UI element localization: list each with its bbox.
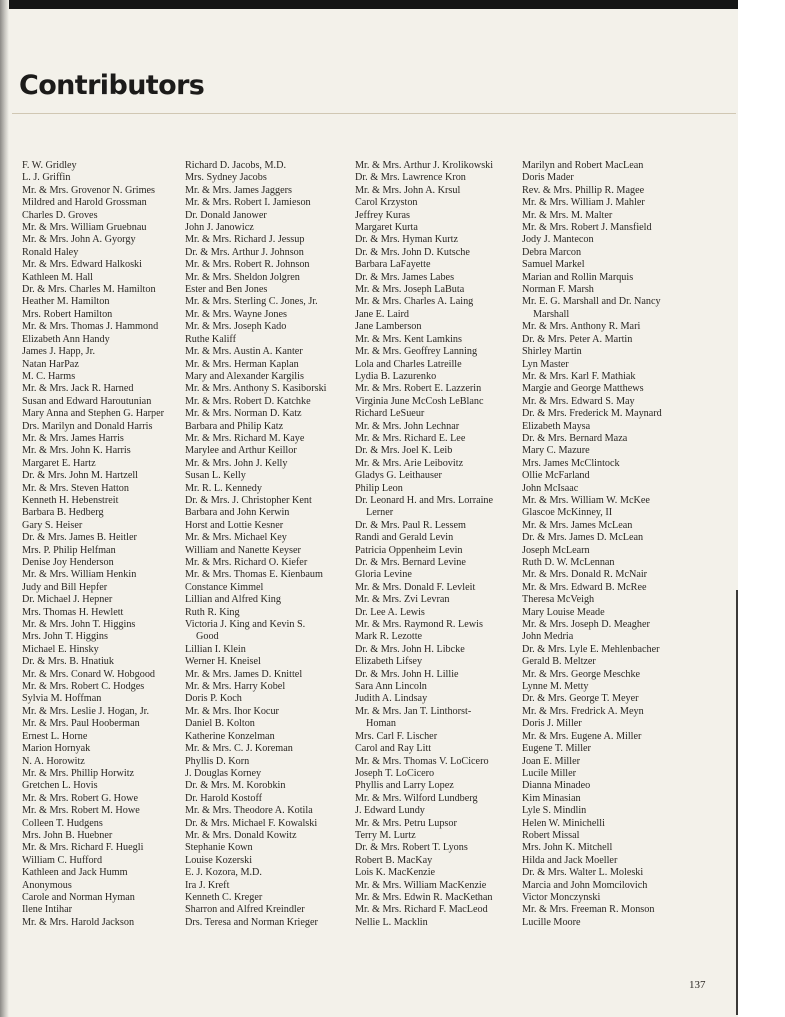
contributor-entry: Mr. & Mrs. Donald R. McNair [522,569,648,581]
contributor-entry: Gerald B. Meltzer [522,656,596,668]
contributor-entry: Mrs. Thomas H. Hewlett [22,606,124,618]
contributor-entry: Mr. & Mrs. John A. Gyorgy [22,234,136,246]
contributor-entry: William C. Hufford [22,854,103,866]
contributor-entry: Drs. Teresa and Norman Krieger [185,916,318,928]
contributor-entry: Doris J. Miller [522,718,582,730]
contributor-entry: Louise Kozerski [185,854,253,866]
contributor-entry: Mr. & Mrs. Conard W. Hobgood [22,668,156,680]
contributor-entry: J. Edward Lundy [355,805,425,817]
contributor-entry: Mr. & Mrs. Robert M. Howe [22,805,140,817]
contributor-entry: Mr. & Mrs. Kent Lamkins [355,333,462,345]
contributor-entry: Mr. & Mrs. Wilford Lundberg [355,792,478,804]
contributor-entry: Carole and Norman Hyman [22,891,135,903]
contributor-entry: Robert Missal [522,829,580,841]
contributor-entry: Anonymous [22,879,72,891]
contributor-entry: Mr. & Mrs. Richard J. Jessup [185,234,305,246]
contributor-entry: Dr. Lee A. Lewis [355,606,425,618]
contributor-entry: Mr. & Mrs. M. Malter [522,209,613,221]
contributor-entry: Dr. & Mrs. Bernard Maza [522,432,628,444]
contributor-entry: Jane E. Laird [355,308,410,320]
contributor-entry: Marian and Rollin Marquis [522,271,634,283]
contributor-entry: Mr. & Mrs. Thomas V. LoCicero [355,755,489,767]
contributor-entry: Debra Marcon [522,246,582,258]
contributor-entry: Lydia B. Lazurenko [355,370,437,382]
contributor-entry: Marylee and Arthur Keillor [185,445,297,457]
contributor-entry: Dr. Donald Janower [185,209,267,221]
contributor-entry: Mary and Alexander Kargilis [185,370,304,382]
contributor-entry: Mrs. John T. Higgins [22,631,108,643]
contributor-entry: Mrs. Sydney Jacobs [185,172,267,184]
contributor-entry: Mr. & Mrs. Ihor Kocur [185,705,279,717]
contributor-entry: Mr. & Mrs. Norman D. Katz [185,408,302,420]
contributors-column-1 [22,160,164,929]
contributor-entry: Mark R. Lezotte [355,631,423,643]
contributor-entry: Margaret E. Hartz [22,457,96,469]
contributor-entry: Mr. & Mrs. Robert D. Katchke [185,395,311,407]
contributor-entry: Jeffrey Kuras [355,209,410,221]
contributor-entry: Lucille Moore [522,916,581,928]
top-edge-bar [0,0,738,9]
contributor-entry: John J. Janowicz [185,222,254,234]
contributor-entry: Patricia Oppenheim Levin [355,544,463,556]
contributor-entry: Lillian and Alfred King [185,594,281,606]
contributor-entry: Charles D. Groves [22,209,98,221]
contributor-entry: Dr. Leonard H. and Mrs. Lorraine [355,494,494,506]
contributor-entry: Mr. & Mrs. John T. Higgins [22,619,136,631]
contributor-entry: Ilene Intihar [22,904,73,916]
right-margin [738,0,785,1017]
contributor-entry: Mr. & Mrs. Arie Leibovitz [355,457,464,469]
contributor-entry: Victoria J. King and Kevin S. [185,619,306,631]
contributor-entry: Natan HarPaz [22,358,79,370]
contributor-entry: Theresa McVeigh [522,594,595,606]
contributor-entry: Judith A. Lindsay [355,693,428,705]
contributor-entry: Marcia and John Momcilovich [522,879,648,891]
contributor-entry: Barbara and John Kerwin [185,507,290,519]
contributor-entry: Mr. & Mrs. Richard F. MacLeod [355,904,488,916]
contributor-entry: Philip Leon [355,482,403,494]
contributor-entry: Mary Anna and Stephen G. Harper [22,408,165,420]
contributor-entry: Constance Kimmel [185,581,264,593]
contributor-entry: Sharron and Alfred Kreindler [185,904,305,916]
contributor-entry: Dr. & Mrs. Lyle E. Mehlenbacher [522,643,660,655]
contributor-entry: Marion Hornyak [22,743,91,755]
contributor-entry: Lerner [366,507,394,519]
contributor-entry: Elizabeth Lifsey [355,656,423,668]
contributor-entry: Ruth R. King [185,606,240,618]
contributor-entry: Sylvia M. Hoffman [22,693,102,705]
contributor-entry: Dr. & Mrs. Walter L. Moleski [522,867,644,879]
contributor-entry: Judy and Bill Hepfer [22,581,108,593]
contributor-entry: Ruth D. W. McLennan [522,557,615,568]
contributor-entry: Horst and Lottie Kesner [185,519,284,531]
contributor-entry: Mr. & Mrs. Grovenor N. Grimes [22,184,155,196]
contributor-entry: Katherine Konzelman [185,730,275,742]
contributor-entry: Dr. & Mrs. James Labes [355,271,455,283]
contributor-entry: John Medria [522,631,574,643]
contributor-entry: Ester and Ben Jones [185,284,268,296]
contributor-entry: J. Douglas Korney [185,767,262,779]
contributor-entry: Mrs. James McClintock [522,457,620,469]
contributor-entry: Mr. & Mrs. Austin A. Kanter [185,346,303,358]
contributor-entry: Mr. & Mrs. Joseph Kado [185,321,287,333]
contributor-entry: Doris P. Koch [185,693,242,705]
contributor-entry: Mr. & Mrs. Richard F. Huegli [22,842,144,854]
contributor-entry: Mrs. Carl F. Lischer [355,730,438,742]
contributor-entry: Terry M. Lurtz [355,829,416,841]
contributor-entry: Mr. & Mrs. Edward B. McRee [522,581,647,593]
contributor-entry: Glascoe McKinney, II [522,507,613,519]
contributor-entry: Ollie McFarland [522,470,590,482]
contributor-entry: Mr. & Mrs. Freeman R. Monson [522,904,655,916]
contributor-entry: Jane Lamberson [355,321,422,333]
contributor-entry: Helen W. Minichelli [522,817,605,829]
contributor-entry: Mr. & Mrs. Leslie J. Hogan, Jr. [22,705,150,717]
contributor-entry: Michael E. Hinsky [22,643,99,655]
contributor-entry: Marshall [533,308,570,320]
contributor-entry: Mr. E. G. Marshall and Dr. Nancy [522,296,661,308]
contributor-entry: Mr. & Mrs. Richard E. Lee [355,432,466,444]
title-rule [12,113,736,114]
contributor-entry: Dr. & Mrs. J. Christopher Kent [185,494,312,506]
contributor-entry: Elizabeth Ann Handy [22,333,110,345]
contributor-entry: Dr. & Mrs. George T. Meyer [522,693,639,705]
contributor-entry: Mr. & Mrs. Robert E. Lazzerin [355,383,482,395]
contributor-entry: Gretchen L. Hovis [22,780,98,792]
right-edge-line [736,590,738,1015]
contributor-entry: Werner H. Kneisel [185,656,261,668]
contributor-entry: Dr. & Mrs. Frederick M. Maynard [522,408,662,420]
contributor-entry: Mr. & Mrs. James Jaggers [185,184,292,196]
contributor-entry: Mr. & Mrs. Geoffrey Lanning [355,346,478,358]
contributor-entry: Mr. & Mrs. Fredrick A. Meyn [522,705,644,717]
contributor-entry: Mr. & Mrs. James D. Knittel [185,668,303,680]
contributor-entry: Mr. & Mrs. Thomas J. Hammond [22,321,159,333]
contributor-entry: Margaret Kurta [355,222,418,234]
contributor-entry: Stephanie Kown [185,842,253,854]
contributor-entry: Mr. & Mrs. C. J. Koreman [185,743,293,755]
contributor-entry: Mr. & Mrs. Herman Kaplan [185,358,299,370]
contributor-entry: Mr. & Mrs. Jan T. Linthorst- [355,705,472,717]
contributor-entry: Mr. & Mrs. Zvi Levran [355,594,450,606]
contributor-entry: Kenneth C. Kreger [185,891,263,903]
contributor-entry: Mr. & Mrs. Jack R. Harned [22,383,134,395]
contributor-entry: Good [196,631,219,643]
contributor-entry: Carol Krzyston [355,197,418,209]
contributor-entry: Mr. & Mrs. Joseph LaButa [355,284,465,296]
contributor-entry: Doris Mader [522,172,574,184]
contributor-entry: Mr. & Mrs. James Harris [22,432,124,444]
contributor-entry: Mr. & Mrs. Phillip Horwitz [22,767,135,779]
contributor-entry: Mary Louise Meade [522,606,605,618]
contributor-entry: Lola and Charles Latreille [355,358,462,370]
contributor-entry: Mr. R. L. Kennedy [185,482,262,494]
contributor-entry: Dr. & Mrs. James D. McLean [522,532,644,544]
contributor-entry: Daniel B. Kolton [185,718,255,730]
contributor-entry: Mr. & Mrs. John Lechnar [355,420,460,432]
contributor-entry: Phyllis D. Korn [185,755,250,767]
contributor-entry: Mr. & Mrs. Paul Hooberman [22,718,140,730]
contributor-entry: Randi and Gerald Levin [355,532,454,544]
contributor-entry: Joseph McLearn [522,544,590,556]
contributor-entry: Mr. & Mrs. William Gruebnau [22,222,147,234]
contributor-entry: Mr. & Mrs. Thomas E. Kienbaum [185,569,323,581]
contributor-entry: Mrs. P. Philip Helfman [22,544,116,556]
contributor-entry: Mrs. John K. Mitchell [522,842,613,854]
contributor-entry: Lillian I. Klein [185,643,246,655]
contributor-entry: Kathleen and Jack Humm [22,867,128,879]
contributor-entry: Ira J. Kreft [185,879,230,891]
contributor-entry: Dr. & Mrs. M. Korobkin [185,780,286,792]
contributor-entry: Gary S. Heiser [22,519,83,531]
contributor-entry: Dr. & Mrs. Arthur J. Johnson [185,246,304,258]
contributor-entry: Marilyn and Robert MacLean [522,160,644,171]
contributor-entry: Mr. & Mrs. George Meschke [522,668,641,680]
contributor-entry: Mr. & Mrs. Edwin R. MacKethan [355,891,493,903]
contributor-entry: Mr. & Mrs. Raymond R. Lewis [355,619,483,631]
contributor-entry: Joan E. Miller [522,755,581,767]
page-title: Contributors [19,70,205,101]
contributor-entry: Mr. & Mrs. Steven Hatton [22,482,129,494]
contributor-entry: Mr. & Mrs. John K. Harris [22,445,131,457]
contributor-entry: Mr. & Mrs. Robert C. Hodges [22,681,145,693]
contributor-entry: Dr. & Mrs. Robert T. Lyons [355,842,468,854]
contributor-entry: Mr. & Mrs. William J. Mahler [522,197,645,209]
contributor-entry: Richard LeSueur [355,408,425,420]
contributor-entry: Dr. Harold Kostoff [185,792,263,804]
contributor-entry: Mr. & Mrs. Donald F. Levleit [355,581,476,593]
contributor-entry: Mr. & Mrs. Robert I. Jamieson [185,197,311,209]
contributor-entry: Mr. & Mrs. Sterling C. Jones, Jr. [185,296,318,308]
contributor-entry: Homan [366,718,396,730]
contributor-entry: Lyle S. Mindlin [522,805,587,817]
contributor-entry: Mr. & Mrs. Eugene A. Miller [522,730,642,742]
contributor-entry: Mr. & Mrs. Donald Kowitz [185,829,297,841]
page-binding-edge [0,0,9,1017]
contributor-entry: Dr. & Mrs. Joel K. Leib [355,445,453,457]
contributor-entry: Dr. & Mrs. John H. Libcke [355,643,465,655]
contributor-entry: Heather M. Hamilton [22,296,110,308]
contributor-entry: Mr. & Mrs. Sheldon Jolgren [185,271,300,283]
contributor-entry: Barbara and Philip Katz [185,420,284,432]
contributor-entry: Mr. & Mrs. Anthony S. Kasiborski [185,383,327,395]
contributor-entry: Mr. & Mrs. John A. Krsul [355,184,461,196]
contributor-entry: Mr. & Mrs. Harold Jackson [22,916,135,928]
contributor-entry: Barbara B. Hedberg [22,507,104,519]
contributor-entry: Mr. & Mrs. Richard O. Kiefer [185,557,308,568]
contributor-entry: Barbara LaFayette [355,259,431,271]
contributor-entry: Mr. & Mrs. James McLean [522,519,633,531]
contributor-entry: Dr. & Mrs. Paul R. Lessem [355,519,466,531]
contributor-entry: Dr. & Mrs. B. Hnatiuk [22,656,114,668]
contributor-entry: Ruthe Kaliff [185,333,237,345]
contributor-entry: Dr. & Mrs. Hyman Kurtz [355,234,458,246]
contributor-entry: M. C. Harms [22,370,76,382]
contributors-column-3 [355,160,493,929]
contributor-entry: Robert B. MacKay [355,854,433,866]
contributor-entry: Shirley Martin [522,346,582,358]
contributor-entry: Lyn Master [522,358,569,370]
contributor-entry: Mr. & Mrs. Harry Kobel [185,681,286,693]
contributor-entry: Dr. & Mrs. John M. Hartzell [22,470,139,482]
contributor-entry: F. W. Gridley [22,160,77,171]
contributor-entry: Mrs. John B. Huebner [22,829,113,841]
contributor-entry: Ronald Haley [22,246,79,258]
contributor-entry: Carol and Ray Litt [355,743,432,755]
contributor-entry: Mr. & Mrs. William MacKenzie [355,879,487,891]
contributor-entry: Eugene T. Miller [522,743,591,755]
contributors-column-2 [185,160,327,929]
contributor-entry: Lois K. MacKenzie [355,867,436,879]
contributor-entry: Mrs. Robert Hamilton [22,308,113,320]
contributor-entry: Kenneth H. Hebenstreit [22,494,119,506]
contributor-entry: Mr. & Mrs. William Henkin [22,569,137,581]
contributors-column-4 [522,160,662,929]
contributor-entry: Dr. & Mrs. Peter A. Martin [522,333,633,345]
contributor-entry: Victor Monczynski [522,891,601,903]
contributor-entry: Richard D. Jacobs, M.D. [185,160,287,171]
contributor-entry: Norman F. Marsh [522,284,594,296]
contributor-entry: Gladys G. Leithauser [355,470,442,482]
contributor-entry: Mr. & Mrs. Theodore A. Kotila [185,805,313,817]
contributor-entry: Kim Minasian [522,792,581,804]
contributor-entry: Dr. & Mrs. John D. Kutsche [355,246,470,258]
contributor-entry: John McIsaac [522,482,579,494]
contributor-entry: Mr. & Mrs. Anthony R. Mari [522,321,641,333]
contributor-entry: Dr. & Mrs. Lawrence Kron [355,172,466,184]
contributor-entry: Mr. & Mrs. Michael Key [185,532,287,544]
contributor-entry: Mr. & Mrs. Petru Lupsor [355,817,457,829]
contributor-entry: Mr. & Mrs. Charles A. Laing [355,296,474,308]
contributor-entry: Dr. & Mrs. John H. Lillie [355,668,459,680]
contributor-entry: Denise Joy Henderson [22,557,114,568]
contributor-entry: Elizabeth Maysa [522,420,591,432]
contributor-entry: Mr. & Mrs. Edward S. May [522,395,635,407]
contributor-entry: Colleen T. Hudgens [22,817,103,829]
contributor-entry: Mr. & Mrs. Richard M. Kaye [185,432,305,444]
contributor-entry: Phyllis and Larry Lopez [355,780,454,792]
contributor-entry: Margie and George Matthews [522,383,644,395]
contributor-entry: Dr. & Mrs. Michael F. Kowalski [185,817,318,829]
contributor-entry: Virginia June McCosh LeBlanc [355,395,484,407]
contributor-entry: Mr. & Mrs. Robert R. Johnson [185,259,310,271]
contributor-entry: Mr. & Mrs. Joseph D. Meagher [522,619,650,631]
contributor-entry: Mr. & Mrs. Wayne Jones [185,308,287,320]
contributor-entry: Mr. & Mrs. Robert J. Mansfield [522,222,652,234]
contributor-entry: E. J. Kozora, M.D. [185,867,262,879]
contributor-entry: Dr. & Mrs. Charles M. Hamilton [22,284,156,296]
contributor-entry: Gloria Levine [355,569,412,581]
contributor-entry: Joseph T. LoCicero [355,767,435,779]
contributor-entry: Samuel Markel [522,259,585,271]
contributor-entry: Drs. Marilyn and Donald Harris [22,420,153,432]
contributor-entry: Mr. & Mrs. Edward Halkoski [22,259,142,271]
contributor-entry: Susan L. Kelly [185,470,246,482]
contributor-entry: Susan and Edward Haroutunian [22,395,152,407]
contributor-entry: William and Nanette Keyser [185,544,301,556]
contributor-entry: Dianna Minadeo [522,780,591,792]
contributor-entry: James J. Happ, Jr. [22,346,96,358]
contributor-entry: Mr. & Mrs. Arthur J. Krolikowski [355,160,494,171]
contributor-entry: Lucile Miller [522,767,577,779]
contributor-entry: Ernest L. Horne [22,730,88,742]
contributor-entry: Rev. & Mrs. Phillip R. Magee [522,184,645,196]
contributor-entry: N. A. Horowitz [22,755,85,767]
contributor-entry: Mr. & Mrs. Karl F. Mathiak [522,370,636,382]
contributor-entry: Mr. & Mrs. William W. McKee [522,494,650,506]
contributor-entry: Lynne M. Metty [522,681,589,693]
contributor-entry: Sara Ann Lincoln [355,681,427,693]
contributor-entry: Dr. & Mrs. James B. Heitler [22,532,137,544]
contributor-entry: Nellie L. Macklin [355,916,428,928]
contributor-entry: Mr. & Mrs. Robert G. Howe [22,792,139,804]
contributor-entry: Dr. & Mrs. Bernard Levine [355,557,466,568]
page-number: 137 [689,979,706,991]
contributor-entry: Mildred and Harold Grossman [22,197,147,209]
contributor-entry: Dr. Michael J. Hepner [22,594,113,606]
contributor-entry: Jody J. Mantecon [522,234,594,246]
contributor-entry: Kathleen M. Hall [22,271,94,283]
contributor-entry: Mary C. Mazure [522,445,590,457]
contributor-entry: Hilda and Jack Moeller [522,854,618,866]
contributor-entry: L. J. Griffin [22,172,71,184]
contributor-entry: Mr. & Mrs. John J. Kelly [185,457,288,469]
